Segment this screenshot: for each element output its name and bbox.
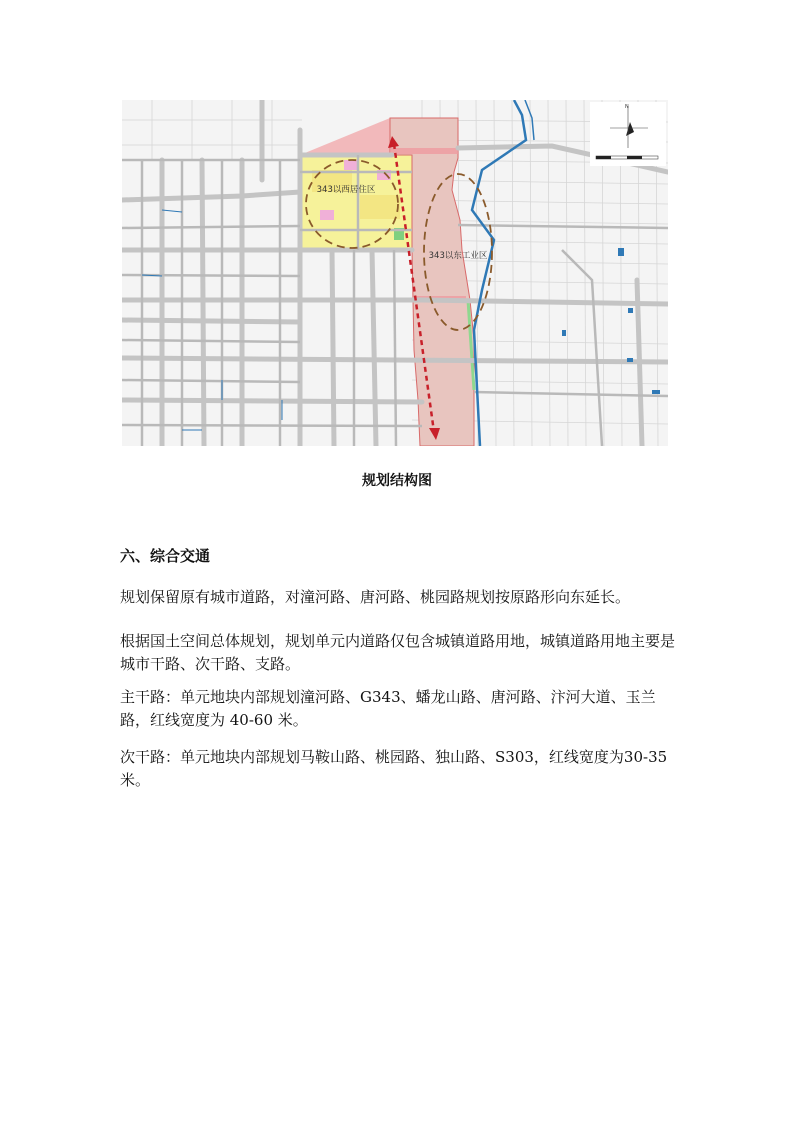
paragraph-1: 规划保留原有城市道路，对潼河路、唐河路、桃园路规划按原路形向东延长。 [120,588,631,606]
paragraph-2: 根据国土空间总体规划，规划单元内道路仅包含城镇道路用地，城镇道路用地主要是城市干路、次干路、支路。 [120,632,676,673]
paragraph-4: 次干路：单元地块内部规划马鞍山路、桃园路、独山路、S303，红线宽度为30-35 米。 [120,748,668,789]
scale-bar-icon [596,156,658,159]
east-zone-label: 343以东工业区 [428,251,488,261]
north-label: N [625,104,629,110]
paragraph-3: 主干路：单元地块内部规划潼河路、G343、蟠龙山路、唐河路、汴河大道、玉兰路，红线宽度为 40-60 米。 [120,688,656,729]
map-svg [122,100,668,446]
section-heading: 六、综合交通 [120,547,211,565]
map-legend-box [590,102,666,166]
figure-caption: 规划结构图 [362,473,432,489]
west-zone-label: 343以西居住区 [316,185,376,195]
planning-structure-map [122,100,668,446]
